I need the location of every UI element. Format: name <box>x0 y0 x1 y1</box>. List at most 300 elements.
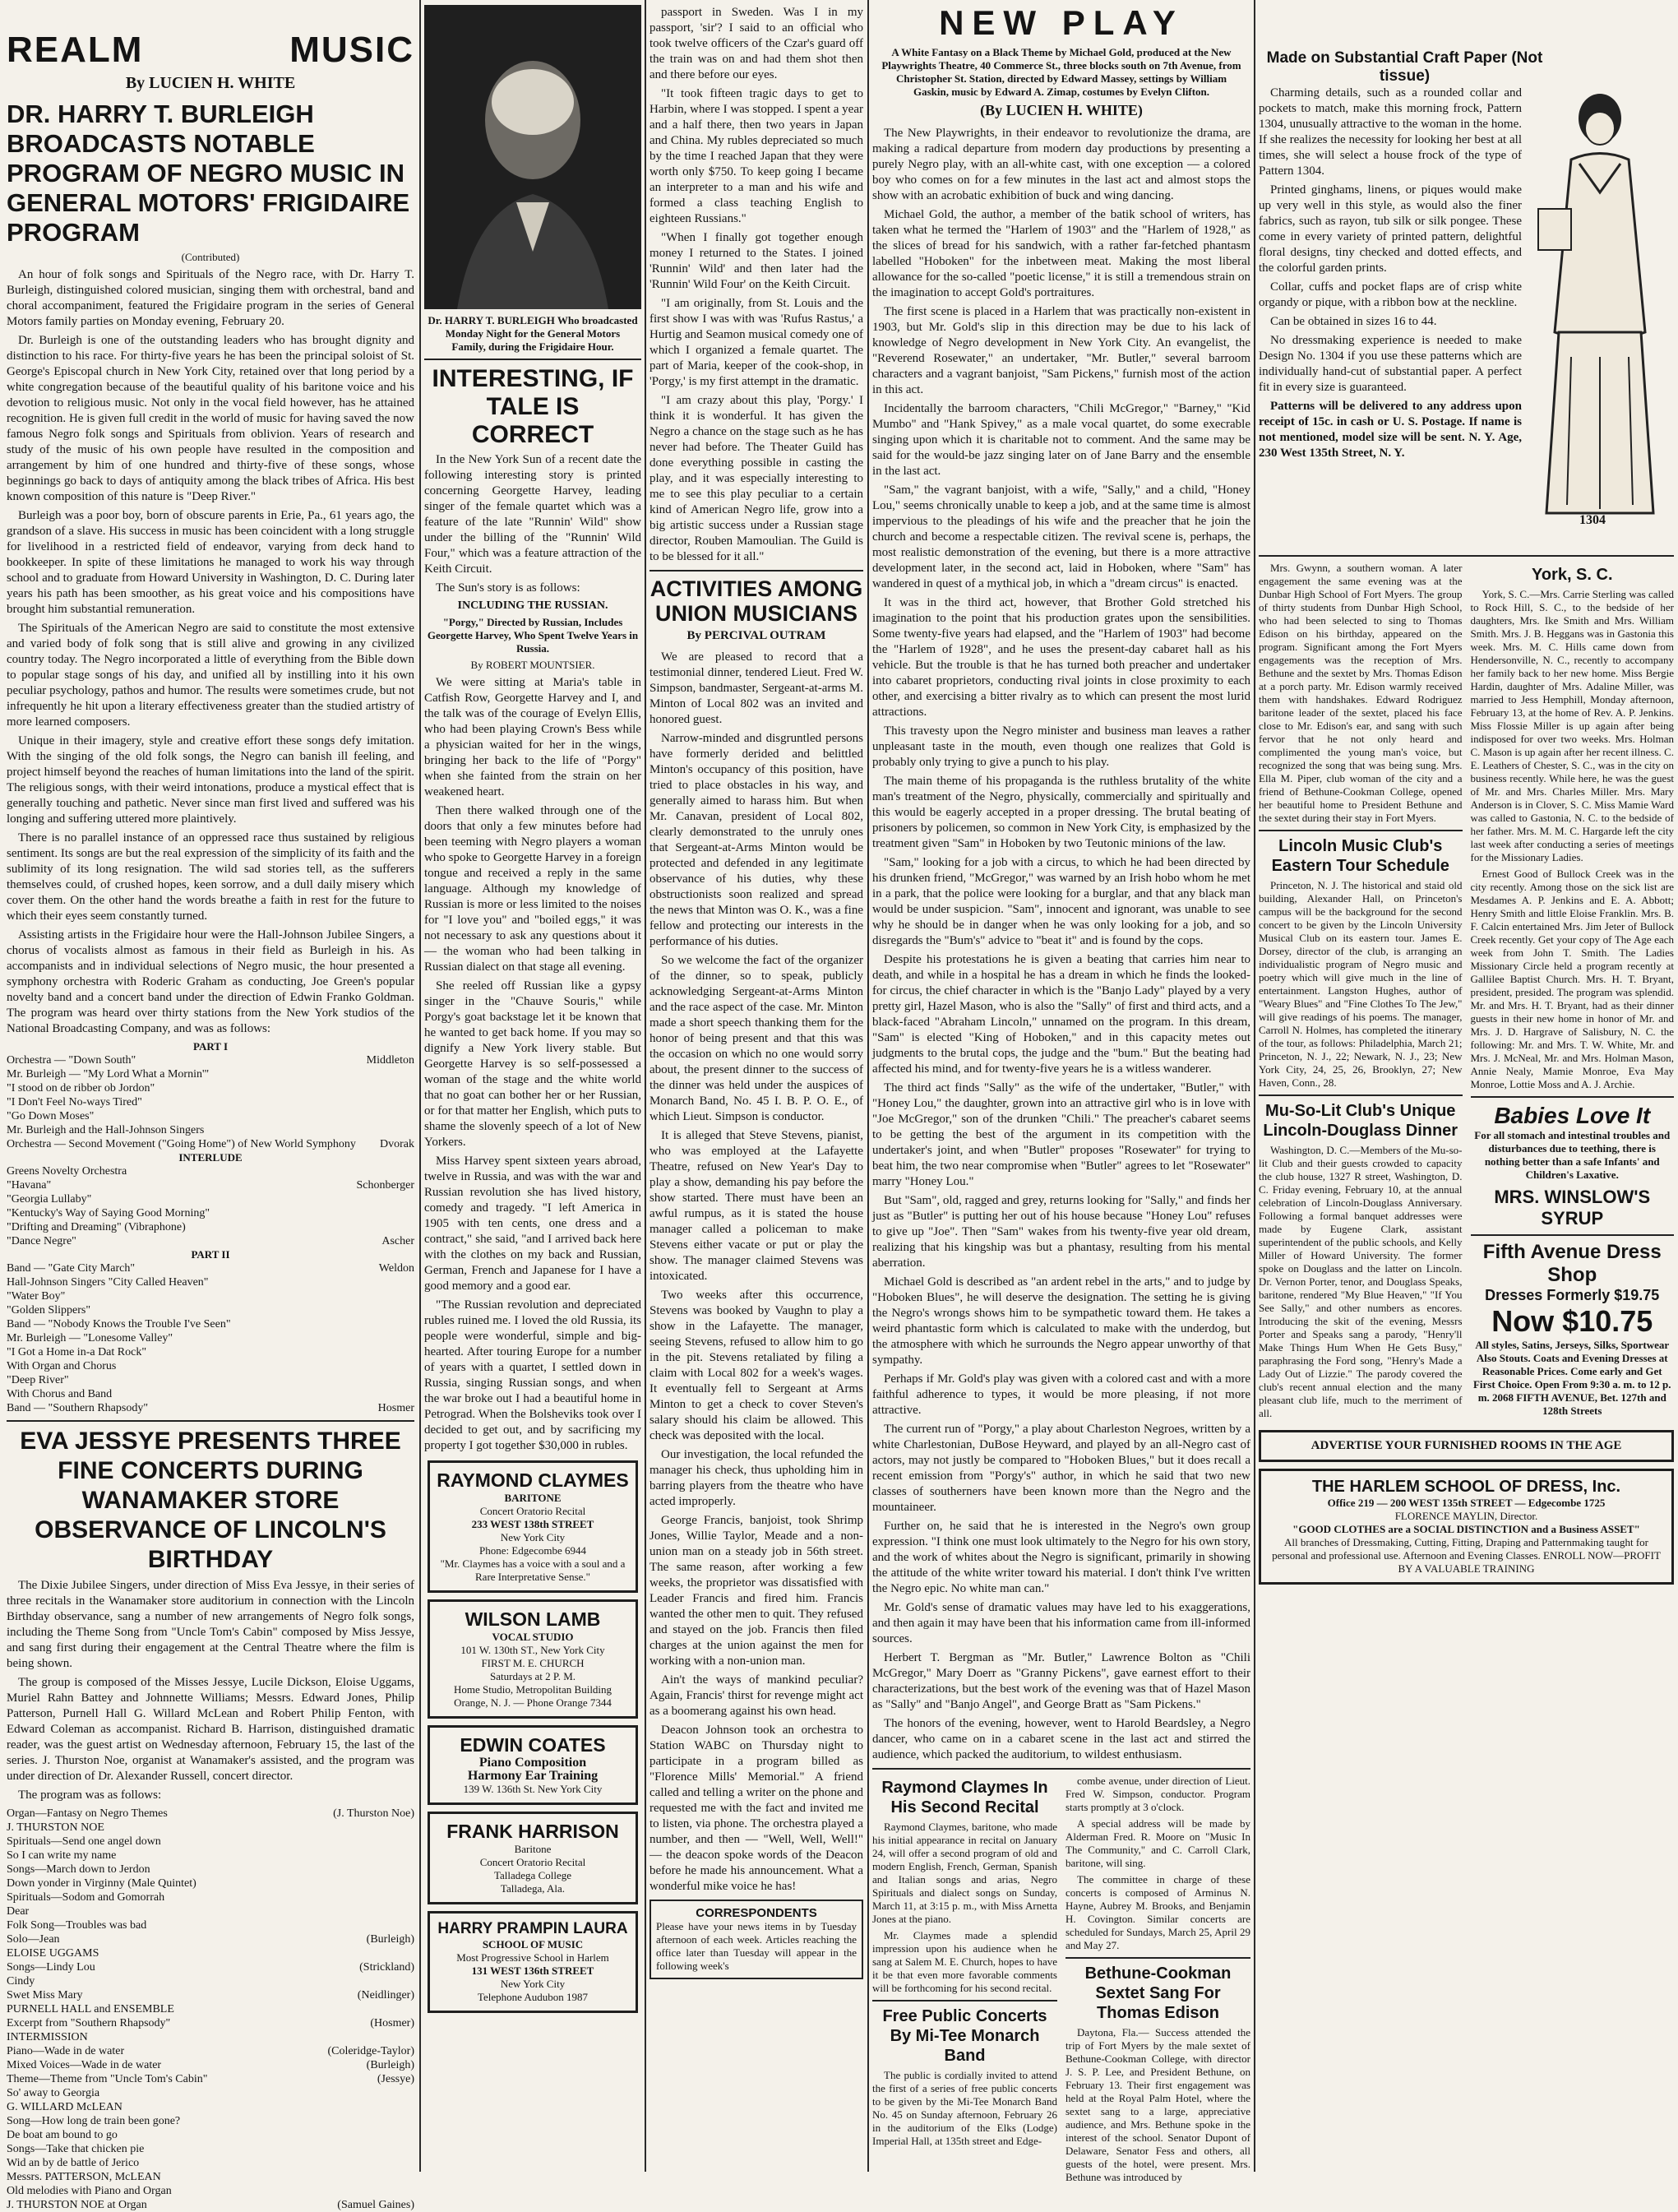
contributed-note: (Contributed) <box>181 251 240 263</box>
paragraph: Two weeks after this occurrence, Stevens was booked by Vaughn to play a show in the Lafayette. The manager, seeing Stevens, refused to allow him to go in the pit. Stevens retaliated by filing a claim with Local 802 for a week's wages. It eventually fell to Sergeant at Arms Minton to get a check to cover Steven's salary should his claim be allowed. This check was deposited with the local. <box>649 1289 863 1442</box>
ad-raymond-claymes <box>428 1460 638 1593</box>
paragraph: Collar, cuffs and pocket flaps are of crisp white organdy or pique, with a ribbon bow at the neckline. <box>1259 280 1522 309</box>
paragraph: Patterns will be delivered to any address upon receipt of 15c. in cash or U. S. Postage. If name is not mentioned, model size will be sent. N. Y. Age, 230 West 135th Street, N. Y. <box>1259 400 1522 460</box>
fifth-avenue-ad-title: Fifth Avenue Dress Shop <box>1482 1241 1662 1286</box>
program-line <box>7 1918 414 1932</box>
paragraph: An hour of folk songs and Spirituals of the Negro race, with Dr. Harry T. Burleigh, distinguished colored musician, singing them with orchestral, band and choral accompaniment, featured the Frigidaire program in the series of General Motors family parties on Monday evening, February 20. <box>7 268 414 328</box>
headline-musolit-dinner: Mu-So-Lit Club's Unique Lincoln-Douglass Dinner <box>1263 1102 1458 1140</box>
paragraph: York, S. C.—Mrs. Carrie Sterling was called to Rock Hill, S. C., to the bedside of her daughters, Mrs. Ike Smith and Mrs. William Smith. Mrs. J. B. Heggans was in Gastonia this week. Mrs. M. C. Hills came down from Hendersonville, N. C., recently to accompany her family back to her new home. Miss Bergie Hardin, daughter of Mrs. Adaline Miller, was married to Jess Hemphill, Monday afternoon, February 13, at the home of Rev. A. P. Jenkins. Miss Flossie Miller is up again after being indisposed for over two weeks. Mrs. Holman C. Mason is up again after her recent illness. C. E. Leathers of Chester, S. C., was in the city on business recently. While here, he was the guest of Mr. and Mrs. Charles Miller. Mrs. Mary Anderson is in Clover, S. C. Miss Mamie Ward was called to Gastonia, N. C. to the bedside of her father. Mrs. M. M. C. Hargarde left the city last week after conducting a series of meetings for the Missionary Ladies. <box>1470 588 1674 863</box>
program-part-heading: PART I <box>192 1040 229 1053</box>
ad-line: "Mr. Claymes has a voice with a soul and a Rare Interpretative Sense." <box>440 1557 626 1583</box>
fifth-avenue-formerly: Dresses Formerly $19.75 <box>1485 1287 1660 1303</box>
program-item: Orchestra — Second Movement ("Going Home") of New World Symphony <box>7 1138 356 1150</box>
program-line <box>7 1863 414 1876</box>
ad-line: Phone: Edgecombe 6944 <box>479 1544 586 1557</box>
paragraph: In the New York Sun of a recent date the following interesting story is printed concerning Georgette Harvey, leading singer of the female quartet which was a feature of the late "Runnin' Wild" show under the billing of the "Runnin' Wild Four," which was a feature attraction of the Keith Circuit. <box>424 453 641 576</box>
program-line <box>7 1137 414 1151</box>
ad-name: RAYMOND CLAYMES <box>437 1469 629 1491</box>
ad-line: Talladega College <box>493 1869 572 1881</box>
program-item: INTERMISSION <box>7 2031 88 2043</box>
program-line <box>7 1123 414 1137</box>
divider <box>1471 1234 1675 1236</box>
headline-eva-jessye: EVA JESSYE PRESENTS THREE FINE CONCERTS DURING WANAMAKER STORE OBSERVANCE OF LINCOLN'S BIRTHDAY <box>20 1428 401 1573</box>
paragraph: "Sam," looking for a job with a circus, to which he had been directed by his drunken friend, "McGregor," was warned by an Irish hobo whom he met in a park, that the police were looking for a burglar, and that any black man would be under suspicion. "Sam", innocent and ignorant, was unable to see why he should be in danger when he was only looking for a job, and so disregards the "Bum's" advice to "beat it" and is found by the cops. <box>872 856 1250 947</box>
headline-york: York, S. C. <box>1531 566 1613 584</box>
program-line <box>7 1275 414 1289</box>
divider <box>1259 1094 1463 1096</box>
masthead-left: REALM <box>7 30 144 70</box>
ad-line: FIRST M. E. CHURCH <box>481 1657 585 1669</box>
paragraph: Mr. Gold's sense of dramatic values may have led to his exaggerations, and then again it may have been that his information came from ill-informed sources. <box>872 1601 1250 1645</box>
program-line <box>7 1821 414 1835</box>
ad-name: HARRY PRAMPIN LAURA <box>437 1920 628 1937</box>
divider <box>1066 1957 1250 1959</box>
paragraph: The program was as follows: <box>18 1789 162 1802</box>
portrait-illustration <box>424 5 641 309</box>
paragraph: Then there walked through one of the doors that only a few minutes before had been teeming with Negro players a woman who spoke to Georgette Harvey in a foreign tongue and received a reply in the same language. Although my knowledge of Russian is more or less limited to the noises for "I love you" and "boiled eggs," it was not necessary to ask any questions about it — the woman who had been talking in Russian dialect on that stage all evening. <box>424 804 641 974</box>
program-item: "I Don't Feel No-ways Tired" <box>7 1096 142 1108</box>
paragraph: It is alleged that Steve Stevens, pianist, who was employed at the Lafayette Theatre, refused on New Year's Day to play a show, demanding his pay before the show started. There must have been an awful rumpus, as it is stated the house manager called a policeman to make Stevens either vacate or put or play the show. The manager claimed Stevens was intoxicated. <box>649 1129 863 1283</box>
paragraph: "I am originally, from St. Louis and the first show I was with was 'Rufus Rastus,' a Hurtig and Seamon musical comedy one of which I organized a female quartet. The part of Maria, keeper of the cook-shop, in 'Porgy,' is my first attempt in the dramatic. <box>649 297 863 388</box>
burleigh-article <box>7 267 414 1037</box>
program-line <box>7 1988 414 2002</box>
program-item: Organ—Fantasy on Negro Themes <box>7 1807 168 1820</box>
program-item: Band — "Nobody Knows the Trouble I've Seen" <box>7 1318 231 1330</box>
program-item: Band — "Southern Rhapsody" <box>7 1402 149 1414</box>
paragraph: Narrow-minded and disgruntled persons have formerly derided and belittled Minton's occupancy of this position, have tried to place obstacles in his way, and generally aimed to harass him. But when Mr. Canavan, president of Local 802, clearly demonstrated to the unruly ones that Sergeant-at-Arms Minton would be protected and defended in any legitimate observance of his duties, why these obstructionists soon realized and spread the news that Minton was O. K., was a fine fellow and protecting our interests in the performance of his duties. <box>649 732 863 948</box>
paragraph: The honors of the evening, however, went to Harold Beardsley, a Negro dancer, who came on in a cabaret scene in the last act and stirred the audience, which packed the auditorium, to wildest enthusiasm. <box>872 1717 1250 1761</box>
ad-role: Baritone <box>514 1843 552 1855</box>
paragraph: Mr. Claymes made a splendid impression upon his audience when he sang at Salem M. E. Church, hopes to have it be that even more favorable comments will be forthcoming for his second recital. <box>872 1929 1057 1994</box>
paragraph: This travesty upon the Negro minister and business man leaves a rather unpleasant taste in the mouth, even though one realizes that Gold is probably only trying to give a punch to his play. <box>872 724 1250 769</box>
divider <box>649 570 863 572</box>
headline-bethune-cookman: Bethune-Cookman Sextet Sang For Thomas Edison <box>1084 1964 1232 2022</box>
program-item: Down yonder in Virginny (Male Quintet) <box>7 1877 196 1890</box>
program-line <box>7 2170 414 2184</box>
fourth-column <box>872 0 1250 2187</box>
program-line <box>7 1081 414 1095</box>
ad-role: VOCAL STUDIO <box>492 1631 574 1643</box>
program-line <box>7 1067 414 1081</box>
ad-line: Harmony Ear Training <box>467 1769 599 1783</box>
paragraph: We are pleased to record that a testimonial dinner, tendered Lieut. Fred W. Simpson, bandmaster, Sergeant-at-arms M. Minton of Local 802 was an invited and honored guest. <box>649 650 863 726</box>
program-part-heading: INTERLUDE <box>178 1151 243 1164</box>
program-line <box>7 1835 414 1849</box>
headline-interesting-tale: INTERESTING, IF TALE IS CORRECT <box>432 365 634 448</box>
program-composer: Middleton <box>366 1054 414 1067</box>
headline-burleigh: DR. HARRY T. BURLEIGH BROADCASTS NOTABLE PROGRAM OF NEGRO MUSIC IN GENERAL MOTORS' FRIGIDAIRE PROGRAM <box>7 99 410 247</box>
wanamaker-program <box>7 1807 414 2212</box>
program-line <box>7 1401 414 1415</box>
ad-name: FRANK HARRISON <box>446 1821 619 1842</box>
program-composer: Weldon <box>378 1262 414 1275</box>
program-composer: (Samuel Gaines) <box>337 2199 414 2211</box>
program-line <box>7 1960 414 1974</box>
paragraph: Can be obtained in sizes 16 to 44. <box>1270 315 1437 328</box>
program-item: "Georgia Lullaby" <box>7 1193 92 1205</box>
program-item: "I Got a Home in-a Dat Rock" <box>7 1346 147 1358</box>
program-line <box>7 1359 414 1373</box>
program-composer: Schonberger <box>356 1179 414 1192</box>
ad-line: Concert Oratorio Recital <box>479 1856 586 1868</box>
program-composer: Ascher <box>381 1235 414 1247</box>
program-line <box>7 1317 414 1331</box>
paragraph: George Francis, banjoist, took Shrimp Jones, Willie Taylor, Meade and a non-union man on a steady job in 56th street. The same reason, after working a few weeks, the proprietor was dissatisfied with Leader Francis and fired him. Francis wanted the other men to quit. They refused and stayed on the job. Francis then filed charges at the union against the men for working with a non-union man. <box>649 1514 863 1668</box>
correspondents-text: Please have your news items in by Tuesday afternoon of each week. Articles reaching the office later than Tuesday will appear in the following week's <box>656 1920 857 1972</box>
ad-line: New York City <box>500 1978 566 1990</box>
ad-frank-harrison <box>428 1812 638 1904</box>
paragraph: Printed ginghams, linens, or piques would make up very well in this style, as would also the finer fabrics, such as rayon, tub silk or silk pongee. These come in every variety of printed pattern, delightful floral designs, tiny checked and dotted effects, and the colorful garden prints. <box>1259 183 1522 275</box>
program-item: Solo—Jean <box>7 1933 60 1946</box>
column-rule <box>419 0 421 2172</box>
byline: By ROBERT MOUNTSIER. <box>470 659 595 671</box>
paragraph: Mrs. Gwynn, a southern woman. A later engagement the same evening was at the Dunbar High School of Fort Myers. The group of thirty students from Dunbar High School, who had been selected to sing to Thomas Edison on his birthday, appeared on the program. Significant among the Fort Myers engagements was the reception of Mrs. Bethune and the sextet by Mrs. Thomas Edison at a porch party. Mr. Edison warmly received them with handshakes. Edward Rodriguez baritone leader of the sextet, placed his face close to Mr. Edison's ear, and sang with such fervor that he not only heard and complimented the young man's voice, but recognized the song that was being sung. Mrs. Ella M. Piper, club woman of the city and a friend of Bethune-Cookman College, opened her beautiful home to President Bethune and the sextet during their stay in Fort Myers. <box>1259 562 1463 824</box>
headline-monarch-band: Free Public Concerts By Mi-Tee Monarch Band <box>882 2007 1047 2065</box>
program-item: Old melodies with Piano and Organ <box>7 2185 172 2197</box>
program-item: Hall-Johnson Singers "City Called Heaven" <box>7 1276 209 1289</box>
paragraph: Herbert T. Bergman as "Mr. Butler," Lawrence Bolton as "Chili McGregor," Mary Doerr as "Granny Pickens", gave earnest effort to their characterizations, but the best work of the evening was that of Hazel Mason as "Sally" and "Banjo Angel", and George Bratt as "Sam Pickens." <box>872 1651 1250 1711</box>
program-item: J. THURSTON NOE <box>7 1821 104 1834</box>
program-line <box>7 1890 414 1904</box>
ad-line: 233 WEST 138th STREET <box>471 1518 594 1530</box>
realm-of-music-masthead <box>7 30 414 71</box>
byline: (By LUCIEN H. WHITE) <box>980 102 1143 118</box>
program-item: Messrs. PATTERSON, McLEAN <box>7 2171 161 2183</box>
program-item: "Havana" <box>7 1179 52 1192</box>
program-line <box>7 1220 414 1234</box>
program-line <box>7 2142 414 2156</box>
program-item: Theme—Theme from "Uncle Tom's Cabin" <box>7 2073 208 2085</box>
program-line <box>7 1192 414 1206</box>
program-item: "Drifting and Dreaming" (Vibraphone) <box>7 1221 186 1233</box>
program-item: "Water Boy" <box>7 1290 66 1303</box>
divider <box>424 359 641 360</box>
program-composer: (J. Thurston Noe) <box>333 1807 414 1820</box>
divider <box>1471 1096 1675 1098</box>
program-item: Mr. Burleigh and the Hall-Johnson Singers <box>7 1124 205 1136</box>
paragraph: The Dixie Jubilee Singers, under direction of Miss Eva Jessye, in their series of three recitals in the Wanamaker store auditorium in connection with the Lincoln Birthday observance, sang a number of new arrangements of Negro folk songs, including the Theme Song from "Uncle Tom's Cabin" composed by Miss Jessye, and sang first during their engagement at the Central Theatre where the film is being shown. <box>7 1579 414 1670</box>
divider <box>7 1420 414 1422</box>
column-rule <box>1254 0 1255 2172</box>
program-line <box>7 1095 414 1109</box>
program-line <box>7 1331 414 1345</box>
fifth-avenue-now-price: Now $10.75 <box>1491 1304 1653 1338</box>
program-item: Mixed Voices—Wade in de water <box>7 2059 162 2071</box>
program-item: Songs—Lindy Lou <box>7 1961 95 1974</box>
second-column <box>424 0 641 2020</box>
dress-illustration <box>1522 86 1670 546</box>
jessye-article <box>7 1578 414 1803</box>
paragraph: Ernest Good of Bullock Creek was in the city recently. Among those on the sick list are Mesdames A. P. Jenkins and E. A. Abbott; Henry Smith and little Eloise Franklin. Mrs. B. F. Calcin entertained Mrs. Jim Jeter of Bullock Creek recently. Get your copy of The Age each week from John T. Smith. The Ladies Missionary Circle held a program recently at Gallilee Baptist Church. Mrs. H. T. Bryant, president, presided. The program was splendid. Mr. and Mrs. H. T. Bryant, had as their dinner guests in their new home in honor of Mr. and Mrs. J. D. Hargrave of Salisbury, N. C. the following: Mr. and Mrs. T. W. White, Mr. and Mrs. J. McNeal, Mr. and Mrs. Holman Mason, Annie Nealy, Mamie Monroe, Eva May Monroe, Lottie Moss and A. J. Archie. <box>1470 868 1674 1090</box>
program-item: "Dance Negre" <box>7 1235 76 1247</box>
fifth-column <box>1259 0 1674 1591</box>
program-item: "Golden Slippers" <box>7 1304 91 1317</box>
program-line <box>7 1946 414 1960</box>
program-line <box>7 2016 414 2030</box>
program-item: Songs—Take that chicken pie <box>7 2143 145 2155</box>
program-line <box>7 2086 414 2100</box>
paragraph: The Sun's story is as follows: <box>436 581 580 595</box>
program-item: ELOISE UGGAMS <box>7 1947 99 1960</box>
program-item: Dear <box>7 1905 30 1918</box>
paragraph: Raymond Claymes, baritone, who made his initial appearance in recital on January 24, will offer a second program of old and modern English, French, German, Spanish and Italian songs and arias, Negro Spirituals and dialect songs on Sunday, March 11, at 3:15 p. m., with Miss Arnetta Jones at the piano. <box>872 1821 1057 1925</box>
masthead-right: MUSIC <box>289 30 414 70</box>
program-item: Excerpt from "Southern Rhapsody" <box>7 2017 171 2029</box>
paragraph: Dr. Burleigh is one of the outstanding leaders who has brought dignity and distinction to his race. For thirty-five years he has been the principal soloist of St. George's Episcopal church in New York City, retained over that long period by a white congregation because of the beautiful quality of his baritone voice and his devotion to religious music. Not only in the vocal field however, has he attained recognition. He is given full credit in the world of music for having saved the now famous Negro folk songs and Spirituals from oblivion. Years of research and study of the music of his own people have resulted in the composition and arrangement by him of one hundred and thirty-five of these songs, whose beginnings go back to days of antiquity among the black tribes of Africa. His best known composition of this nature is "Deep River." <box>7 334 414 503</box>
paragraph: The current run of "Porgy," a play about Charleston Negroes, written by a white Charlestonian, DuBose Heyward, and played by an all-Negro cast of actors, may not justly be compared to "Hoboken Blues," but it does recall a recent emission from "Porgy's" author, in which he said that two new classes of southerners have been known more than the Negro and the mountaineer. <box>872 1423 1250 1514</box>
paragraph: Perhaps if Mr. Gold's play was given with a colored cast and with a more faithful adherence to types, it would be more pleasing, if not more attractive. <box>872 1372 1250 1417</box>
paragraph: Despite his protestations he is given a beating that carries him near to death, and while in a hospital he has a dream in which he finds the looked-for circus, the chief character in which is the "Banjo Lady" played by a very pretty girl, Hazel Mason, who is also the "Sally" of first and third acts, and a black-faced "Abraham Lincoln," unnamed on the program. In this dream, "Sam" is elected "King of Hoboken," and in this capacity metes out judgments to the brutal cops, the judge and the "bum." But the beating had affected his mind, and for twenty-five years he is a witless wanderer. <box>872 953 1250 1076</box>
paragraph: Princeton, N. J. The historical and staid old building, Alexander Hall, on Princeton's campus will be the background for the second concert to be given by the Lincoln University Musical Club on its eastern tour. James E. Dorsey, director of the club, is arranging an individualistic program of Negro music and poetry which will give much in the line of entertainment. Langston Hughes, author of "Weary Blues" and "Fine Clothes To The Jew," will give readings of his poems. The manager, Carroll N. Holmes, has completed the itinerary of the tour, as follows: Philadelphia, March 21; Princeton, N. J., 22; Newark, N. J., 23; New York City, 24, 25, 26, Brooklyn, 27; New Haven, Conn., 28. <box>1259 879 1463 1089</box>
pattern-ad-text <box>1259 86 1522 550</box>
correspondents-title: CORRESPONDENTS <box>696 1906 817 1920</box>
program-line <box>7 1373 414 1387</box>
paragraph: Washington, D. C.—Members of the Mu-so-lit Club and their guests crowded to capacity the club house, 1327 R street, Washington, D. C. Friday evening, February 10, at the annual celebration of Lincoln-Douglass Anniversary. Following a formal banquet addresses were made by Eugene Clark, assistant superintendent of the public schools, and Kelly Miller of Howard University. The former spoke on Douglass and the latter on Lincoln. Dr. Vernon Porter, tenor, and Douglass Speaks, baritone, rendered "My Blue Heaven," "If You See Sally," and other numbers as encores. Introducing the skit of the evening, Messrs Porter and Speaks sang a parody, "Henry'll Make Things Hum When He Gets Busy," paraphrasing the Ford song, "Henry's Made a Lady Out of Lizzie." The parody covered the club's recent annual election and the many pleasant club life, much to the merriment of all. <box>1259 1144 1463 1419</box>
winslow-syrup-ad: MRS. WINSLOW'S SYRUP <box>1494 1187 1651 1229</box>
play-subtitle: A White Fantasy on a Black Theme by Michael Gold, produced at the New Playwrights Theatre, 40 Commerce St., three blocks south on 7th Avenue, from Christopher St. Station, directed by Edward Massey, settings by William Gaskin, music by Edward A. Zimap, costumes by Evelyn Clifton. <box>881 46 1241 98</box>
program-line <box>7 1807 414 1821</box>
ad-line: Talladega, Ala. <box>500 1882 566 1895</box>
program-item: Folk Song—Troubles was bad <box>7 1919 147 1932</box>
harlem-school-ad <box>1259 1469 1674 1585</box>
paragraph: So we welcome the fact of the organizer of the dinner, so to speak, publicly acknowledging Sergeant-at-Arms Minton and the race aspect of the case. Mr. Minton made a short speech thanking them for the honor of being present and that this was the occasion on which no one would sorry about, the present dinner to the success of the dinner was held under the auspices of Monarch Band, No. 45 I. B. P. O. E., of which Lieut. Simpson is conductor. <box>649 954 863 1123</box>
program-item: J. THURSTON NOE at Organ <box>7 2199 147 2211</box>
divider <box>872 1768 1250 1770</box>
paragraph: We were sitting at Maria's table in Catfish Row, Georgette Harvey and I, and the talk was of the courage of Evelyn Ellis, who had been playing Crown's Bess while a physician waited for her in the wings, bringing her back to the life of "Porgy" when she fainted from the strain on her weakened heart. <box>424 676 641 798</box>
program-line <box>7 1387 414 1401</box>
divider <box>872 2000 1057 2001</box>
paragraph: The group is composed of the Misses Jessye, Lucile Dickson, Eloise Uggams, Muriel Rahn Battey and Johnnette Williams; Messrs. Edward Jones, Philip Patterson, Purnell Hall G. Willard McLean and Robert Philip Fenton, with Edward Coleman as accompanist. Richard B. Harrison, distinguished dramatic reader, was the guest artist on Wednesday afternoon, February 15, the last of the series. J. Thurston Noe, organist at Wanamaker's assisted, and the program was under direction of Dr. Alexander Russell, concert director. <box>7 1676 414 1783</box>
lower-news-right <box>1066 1775 1250 2187</box>
program-line <box>7 1849 414 1863</box>
program-composer: (Neidlinger) <box>357 1989 414 2001</box>
paragraph: The public is cordially invited to attend the first of a series of free public concerts to be given by the Mi-Tee Monarch Band No. 45 on Sunday afternoon, February 26 in the auditorium of the Elks (Lodge) Imperial Hall, at 135th street and Edge- <box>872 2069 1057 2147</box>
lower-news-left <box>872 1775 1057 2187</box>
pattern-figure <box>1522 86 1670 550</box>
play-review-masthead: NEW PLAY <box>939 3 1184 42</box>
ad-line: 131 WEST 136th STREET <box>471 1964 594 1977</box>
harlem-school-line: "GOOD CLOTHES are a SOCIAL DISTINCTION and a Business ASSET" <box>1292 1523 1640 1535</box>
program-item: Wid an by de battle of Jerico <box>7 2157 140 2169</box>
paragraph: There is no parallel instance of an oppressed race thus sustained by religious sentiment. Its songs are but the real expression of the simplicity of its faith and the sublimity of its long resignation. The wild sad stories tell, as the sufferers themselves could, of crushed hopes, keen sorrow, and a dull daily misery which cover them. On the other hand the words breathe a faith in rest for the future to which their eyes seem constantly turned. <box>7 831 414 923</box>
paragraph: Charming details, such as a rounded collar and pockets to match, make this morning frock, Pattern 1304, unusually attractive to the woman in the home. If she realizes the necessity for looking her best at all times, she will select a house frock of the type of Pattern 1304. <box>1259 86 1522 178</box>
paragraph: Further on, he said that he is interested in the Negro's own group expression. "I think one must look ultimately to the Negro for his own story, and the work of whites about the Negro is significant, primarily in showing the attitude of the white writer toward his material. I don't think I've written the Negro epic. No white man can." <box>872 1520 1250 1595</box>
column-rule <box>867 0 869 2172</box>
program-item: So' away to Georgia <box>7 2087 100 2099</box>
program-line <box>7 1234 414 1248</box>
pattern-ad <box>1259 86 1674 550</box>
program-line <box>7 1289 414 1303</box>
program-line <box>7 2114 414 2128</box>
program-line <box>7 1303 414 1317</box>
advertise-text: ADVERTISE YOUR FURNISHED ROOMS IN THE AGE <box>1311 1439 1622 1452</box>
hoboken-review <box>872 126 1250 1763</box>
divider <box>1259 830 1463 831</box>
program-line <box>7 2156 414 2170</box>
program-line <box>7 2002 414 2016</box>
program-composer: Hosmer <box>377 1402 414 1414</box>
program-composer: (Burleigh) <box>366 2059 414 2071</box>
ad-role: BARITONE <box>504 1492 562 1504</box>
program-item: Piano—Wade in de water <box>7 2045 125 2057</box>
ad-line: New York City <box>500 1531 566 1543</box>
program-lines <box>7 1261 414 1415</box>
ad-line: Most Progressive School in Harlem <box>456 1951 609 1964</box>
program-line <box>7 2030 414 2044</box>
program-item: De boat am bound to go <box>7 2129 118 2141</box>
ad-line: Saturdays at 2 P. M. <box>490 1670 576 1682</box>
column-rule <box>645 0 646 2172</box>
paragraph: The main theme of his propaganda is the ruthless brutality of the white man's treatment of the Negro, physically, commercially and spiritually and this would be eagerly accepted in a proper dressing. The brutal beating of prisoners by policemen, so common in New York City, is emphasized by the treatment given "Sam" in Hoboken by two Teutonic minions of the law. <box>872 775 1250 850</box>
program-line <box>7 1178 414 1192</box>
ad-wilson-lamb <box>428 1599 638 1719</box>
program-item: Band — "Gate City March" <box>7 1262 136 1275</box>
lower-news-grid <box>872 1775 1250 2187</box>
program-item: "Kentucky's Way of Saying Good Morning" <box>7 1207 210 1219</box>
paragraph: Deacon Johnson took an orchestra to Station WABC on Thursday night to participate in a program billed as "Florence Mills' Memorial." A friend called and telling a writer on the phone and requested me with the fact and invited me to listen, via phone. The orchestra played a number, and then — "Well, Well, Well!" — the deacon spoke words of the Deacon before he made his announcement. What a wonderful mike voice he has! <box>649 1724 863 1893</box>
paragraph: "When I finally got together enough money I returned to the States. I joined 'Runnin' Wild' and then later had the 'Runnin' Wild Four' on the Keith Circuit. <box>649 231 863 291</box>
left-column <box>7 0 414 2212</box>
paragraph: Our investigation, the local refunded the manager his check, thus upholding him in barring players from the theatre who have acted improperly. <box>649 1448 863 1508</box>
paragraph: The New Playwrights, in their endeavor to revolutionize the drama, are making a radical departure from modern day productions by presenting a purely Negro play, with an all-white cast, with one exception — a colored boy who comes on for a few minutes in the last act and almost stops the show with an acrobatic exhibition of buck and wing dancing. <box>872 127 1250 202</box>
paragraph: "Sam," the vagrant banjoist, with a wife, "Sally," and a child, "Honey Lou," seems chronically unable to keep a job, and at the same time is almost impervious to the pleadings of his wife and the preacher that he join the church and become a respectable citizen. The revival scene is, perhaps, the most realistic demonstration of the evening, but there is a more attractive development later, in the second act, laid in Hoboken, where "Sam" has wandered in quest of a mythical job, in which a "dream circus" is enacted. <box>872 484 1250 590</box>
program-line <box>7 1932 414 1946</box>
program-line <box>7 1974 414 1988</box>
headline-union-musicians: ACTIVITIES AMONG UNION MUSICIANS <box>649 576 863 626</box>
ad-name: WILSON LAMB <box>465 1608 601 1630</box>
advertise-rooms-box <box>1259 1430 1674 1462</box>
program-item: G. WILLARD McLEAN <box>7 2101 122 2113</box>
program-item: Spirituals—Send one angel down <box>7 1835 161 1848</box>
program-line <box>7 1904 414 1918</box>
program-item: Mr. Burleigh — "My Lord What a Mornin'" <box>7 1068 210 1081</box>
paragraph: The committee in charge of these concerts is composed of Arminus N. Hayne, Aubrey M. Brooks, and Benjamin H. Covington. Similar concerts are scheduled for Sundays, March 25, April 29 and May 27. <box>1066 1873 1250 1951</box>
program-composer: (Jessye) <box>377 2073 414 2085</box>
program-item: "Go Down Moses" <box>7 1110 95 1122</box>
paragraph: Michael Gold, the author, a member of the batik school of writers, has taken what he termed the "Harlem of 1903" and the "Harlem of 1928," as the slices of bread for his sandwich, with a rather far-fetched phantasm labelled "Hoboken" for the inbetween meat. Making the most liberal allowance for the so-called "poetic license," it is still a tremendous strain on the imagination to accept Gold's portraitures. <box>872 208 1250 299</box>
program-lines <box>7 1164 414 1248</box>
program-line <box>7 1109 414 1123</box>
ad-name: EDWIN COATES <box>460 1734 606 1756</box>
program-composer: (Hosmer) <box>370 2017 414 2029</box>
pattern-number: 1304 <box>1579 513 1606 527</box>
paragraph: "I am crazy about this play, 'Porgy.' I think it is wonderful. It has given the Negro a chance on the stage such as he has never had before. The Theater Guild has done everything possible in casting the play, and it was especially interesting to me to see this play peculiar to a certain kind of American Negro life, grow into a big artistic success under a Russian stage director, Rouben Mamoulian. The Guild is to be blessed for it all." <box>649 394 863 563</box>
program-line <box>7 2184 414 2198</box>
harlem-school-title: THE HARLEM SCHOOL OF DRESS, Inc. <box>1311 1478 1621 1496</box>
babies-ad-title: Babies Love It <box>1494 1103 1651 1128</box>
program-item: Songs—March down to Jerdon <box>7 1863 150 1876</box>
ad-edwin-coates <box>428 1725 638 1805</box>
divider <box>1259 555 1674 557</box>
program-item: Greens Novelty Orchestra <box>7 1165 127 1178</box>
portrait-caption: Dr. HARRY T. BURLEIGH Who broadcasted Monday Night for the General Motors Family, during the Frigidaire Hour. <box>428 314 638 353</box>
program-line <box>7 1164 414 1178</box>
babies-ad-text: For all stomach and intestinal troubles and disturbances due to teething, there is nothing better than a safe Infants' and Children's Laxative. <box>1474 1129 1671 1181</box>
paragraph: "The Russian revolution and depreciated rubles ruined me. I loved the old Russia, its people were wonderful, simple and big-hearted. After touring Europe for a number of years with a quartet, I settled down in Russia, singing Russian songs, and when the war broke out I had a beautiful home in Petrograd. When the Bolsheviks took over I decided to get out, and by sacrificing my property I got together $30,000 in rubles. <box>424 1298 641 1452</box>
paragraph: A special address will be made by Alderman Fred. R. Moore on "Music In The Community," and C. Carroll Clark, baritone, will sing. <box>1066 1817 1250 1869</box>
program-item: Spirituals—Sodom and Gomorrah <box>7 1891 165 1904</box>
paragraph: Ain't the ways of mankind peculiar? Again, Francis' thirst for revenge might act as a boomerang against his own head. <box>649 1673 863 1718</box>
fifth-column-left <box>1259 562 1463 1423</box>
ad-prampin-school <box>428 1911 638 2013</box>
program-item: "I stood on de ribber ob Jordon" <box>7 1082 155 1094</box>
ad-line: Telephone Audubon 1987 <box>477 1991 589 2003</box>
paragraph: But "Sam", old, ragged and grey, returns looking for "Sally," and finds her just as "Butler" is putting her out of his house because "Honey Lou" refuses to give up "Joe". Then "Sam" wakes from his twenty-five year old dream, realizing that his kingship was but a phantasy, resulting from his mental aberration. <box>872 1194 1250 1270</box>
paragraph: Unique in their imagery, style and creative effort these songs defy imitation. With the singing of the old folk songs, the Negro can banish ill feeling, and project himself beyond the reaches of human limitations into the land of the spirit. The religious songs, with their weird intonations, produce a mystical effect that is generally touching and pathetic. Never since man first lived and suffered was his longing and suffering uttered more plaintively. <box>7 734 414 826</box>
ad-line: Home Studio, Metropolitan Building <box>453 1683 612 1696</box>
program-line <box>7 2058 414 2072</box>
program-line <box>7 2100 414 2114</box>
paragraph: No dressmaking experience is needed to make Design No. 1304 if you use these patterns which are individually hand-cut of substantial paper. A perfect fit in every size is guaranteed. <box>1259 334 1522 394</box>
union-article <box>649 650 863 1895</box>
harlem-school-line: All branches of Dressmaking, Cutting, Fitting, Draping and Patternmaking taught for personal and professional use. Afternoon and Evening Classes. ENROLL NOW—PROFIT BY A VALUABLE TRAINING <box>1272 1536 1661 1575</box>
program-composer: Dvorak <box>380 1138 414 1150</box>
harlem-school-line: FLORENCE MAYLIN, Director. <box>1394 1510 1538 1522</box>
program-line <box>7 1206 414 1220</box>
paragraph: The Spirituals of the American Negro are said to constitute the most extensive and varied body of folk song that is still alive and growing in any civilized country today. The Negro incorporated a little of everything from the Bible down to popular stage songs of his day, and unified all by instilling into it his own peculiar psychology, pathos and humor. The results were sometimes crude, but not infrequently he hit upon a literary effectiveness greater than the studied artistry of more learned composers. <box>7 622 414 729</box>
program-composer: (Strickland) <box>359 1961 414 1974</box>
program-composer: (Coleridge-Taylor) <box>327 2045 414 2057</box>
program-part-heading: PART II <box>191 1248 230 1261</box>
program-item: Swet Miss Mary <box>7 1989 83 2001</box>
program-item: With Chorus and Band <box>7 1388 113 1400</box>
paragraph: Daytona, Fla.— Success attended the trip of Fort Myers by the male sextet of Bethune-Cookman College, with director J. S. P. Lee, and President Bethune, on February 13. Their first engagement was held at the Royal Palm Hotel, where the sextet sang to a large, appreciative audience, and Mrs. Bethune spoke in the interest of the school. Senator Dupont of Delaware, Senator Fess and others, all guests of the hotel, were present. Mrs. Bethune was introduced by <box>1066 2026 1250 2183</box>
program-item: So I can write my name <box>7 1849 117 1862</box>
paragraph: passport in Sweden. Was I in my passport, 'sir'? I said to an official who took twelve officers of the Czar's guard off the train was on and had them shot then and there before our eyes. <box>649 6 863 81</box>
paragraph: Burleigh was a poor boy, born of obscure parents in Erie, Pa., 61 years ago, the grandson of a slave. His success in music has been coincident with a long struggle for livelihood in a restricted field of endeavor, varying from deck hand to bookkeeper. In spite of these limitations he managed to work his way through school and to graduate from Howard University in Washington, D. C. During later years his path has been smoother, as his great voice and his compositions have brought him substantial remuneration. <box>7 509 414 616</box>
byline: By PERCIVAL OUTRAM <box>686 629 826 642</box>
program-item: Mr. Burleigh — "Lonesome Valley" <box>7 1332 173 1344</box>
program-item: PURNELL HALL and ENSEMBLE <box>7 2003 174 2015</box>
paragraph: Miss Harvey spent sixteen years abroad, twelve in Russia, and was with the war and Russian revolution she has lived history, comedy and tragedy. "I left America in 1905 with ten cents, one dress and a contract," she said, "and I arrived back here with the clothes on my back and Russian, German, French and Japanese for I have a good memory and a good ear. <box>424 1155 641 1293</box>
ad-role: SCHOOL OF MUSIC <box>482 1938 584 1951</box>
paragraph: The third act finds "Sally" as the wife of the undertaker, "Butler," with "Honey Lou," the daughter, grown into an attractive girl who is in love with "Joe McGregor," son of the drunken "Chili." The preacher's cabaret seems to be getting the best of the argument in its competition with the undertaker's joint, and when "Butler" proposes "Rosewater" for trying to beat him, the two near compromise when "Butler" agrees to let "Rosewater" marry "Honey Lou." <box>872 1081 1250 1188</box>
program-item: Song—How long de train been gone? <box>7 2115 181 2127</box>
program-line <box>7 1053 414 1067</box>
paragraph: Michael Gold is described as "an ardent rebel in the arts," and to judge by "Hoboken Blues", he will deserve the designation. The setting he is giving the Negro's wrongs shows him to be sympathetic toward them. He takes a weird phantastic form which is calculated to make with the underdog, but the atmosphere with which he surrounds the Negro appear unworthy of that sympathy. <box>872 1275 1250 1367</box>
program-line <box>7 2072 414 2086</box>
correspondents-box <box>649 1900 863 1979</box>
ad-role: Piano Composition <box>478 1756 587 1770</box>
program-line <box>7 1876 414 1890</box>
headline-claymes-recital: Raymond Claymes In His Second Recital <box>881 1779 1048 1816</box>
program-item: With Organ and Chorus <box>7 1360 117 1372</box>
pattern-ad-title: Made on Substantial Craft Paper (Not tissue) <box>1266 49 1543 85</box>
program-item: Orchestra — "Down South" <box>7 1054 136 1067</box>
paragraph: Incidentally the barroom characters, "Chili McGregor," "Barney," "Kid Mumbo" and "Hank Spivey," as a male vocal quartet, do some execrable singing upon which it is charitable not to comment. And the same may be said for the would-be jazz singing later on of Jane Barry and the ensemble in the last act. <box>872 402 1250 478</box>
paragraph: It was in the third act, however, that Brother Gold stretched his imagination to the point that his production grates upon the sensibilities. Some twenty-five years had elapsed, and the "Harlem of 1903" had become the "Harlem of 1928", and he uses the present-day cabaret hall as his vehicle. But the trouble is that he has turned both preacher and undertaker into cabaret proprietors, conducting rival joints in close proximity to each other, and exercising a bitter rivalry as to which can present the most lurid attractions. <box>872 596 1250 719</box>
ad-line: 101 W. 130th ST., New York City <box>460 1644 605 1656</box>
paragraph: "It took fifteen tragic days to get to Harbin, where I was stopped. I spent a year and a half there, then two years in Japan and China. My rubles depreciated so much by the time I reached Japan that they were worth only $750. To keep going I became an interpreter to a man and his wife and formed a class teaching English to eighteen Russians." <box>649 87 863 225</box>
burleigh-portrait <box>424 5 641 309</box>
program-item: "Deep River" <box>7 1374 69 1386</box>
program-item: Cindy <box>7 1975 35 1988</box>
ad-line: Orange, N. J. — Phone Orange 7344 <box>454 1696 612 1709</box>
harlem-school-line: Office 219 — 200 WEST 135th STREET — Edgecombe 1725 <box>1327 1497 1606 1509</box>
paragraph: Assisting artists in the Frigidaire hour were the Hall-Johnson Jubilee Singers, a chorus of vocalists almost as famous in their field as Burleigh in his. As accompanists and in individual selections of Negro music, the hour presented a symphony orchestra with Roderic Graham as conducting, Joe Green's popular novelty band and a concert band under the direction of Edwin Franko Goldman. The program was heard over thirty stations from the New York studios of the National Broadcasting Company, and was as follows: <box>7 928 414 1035</box>
frigidaire-program <box>7 1040 414 1415</box>
program-line <box>7 1261 414 1275</box>
headline-lincoln-tour: Lincoln Music Club's Eastern Tour Schedule <box>1271 837 1449 875</box>
subhead-deck: "Porgy," Directed by Russian, Includes Georgette Harvey, Who Spent Twelve Years in Russia. <box>427 616 639 655</box>
paragraph: She reeled off Russian like a gypsy singer in the "Chauve Souris," while Porgy's goat backstage let it be known that he wanted to get back home. If you may so dignify a New York livery stable. But Georgette Harvey is so self-possessed a woman of the stage and the white world that no goat can bother her or her Russian, or for that matter her English, which puts to shame the slovenly speech of a lot of New Yorkers. <box>424 979 641 1149</box>
fifth-column-right <box>1471 562 1675 1423</box>
ad-line: Concert Oratorio Recital <box>479 1505 586 1517</box>
program-line <box>7 2044 414 2058</box>
third-column <box>649 0 863 1979</box>
program-line <box>7 1345 414 1359</box>
ad-line: 139 W. 136th St. New York City <box>463 1783 603 1795</box>
